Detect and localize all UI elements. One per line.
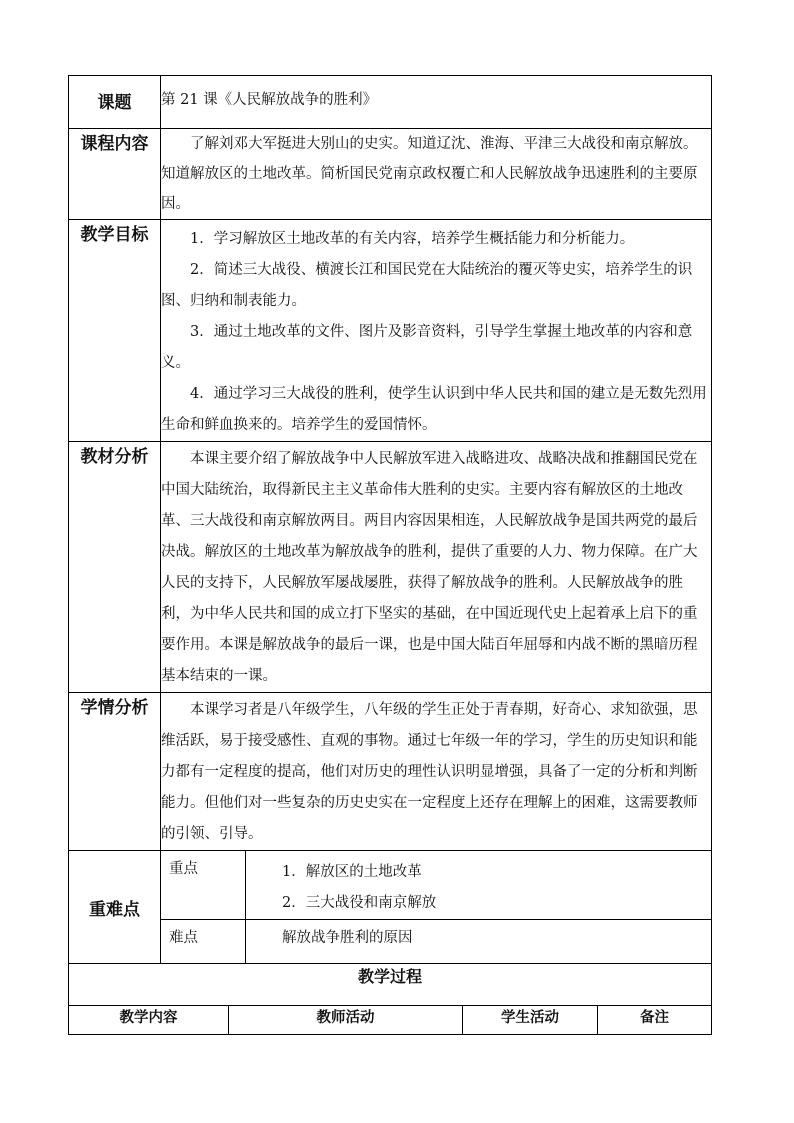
focus-label: 重点 — [161, 851, 246, 920]
key-points-label: 重难点 — [69, 851, 161, 964]
lesson-title: 第 21 课《人民解放战争的胜利》 — [161, 76, 712, 129]
lesson-plan-table — [68, 75, 712, 1035]
goal-item-1: 1．学习解放区土地改革的有关内容，培养学生概括能力和分析能力。 — [190, 231, 635, 247]
focus-item-1: 1．解放区的土地改革 — [282, 864, 422, 880]
difficulty-label: 难点 — [161, 920, 246, 964]
process-title: 教学过程 — [69, 964, 712, 1006]
row-lesson-title — [69, 76, 712, 129]
goals-label: 教学目标 — [69, 220, 161, 442]
row-material-analysis — [69, 442, 712, 693]
material-text: 本课主要介绍了解放战争中人民解放军进入战略进攻、战略决战和推翻国民党在中国大陆统治，取得新民主主义革命伟大胜利的史实。主要内容有解放区的土地改革、三大战役和南京解放两目。两目内容因果相连，人民解放战争是国共两党的最后决战。解放区的土地改革为解放战争的胜利，提供了重要的人力、物力保障。在广大人民的支持下，人民解放军屡战屡胜，获得了解放战争的胜利。人民解放战争的胜利，为中华人民共和国的成立打下坚实的基础，在中国近现代史上起着承上启下的重要作用。本课是解放战争的最后一课，也是中国大陆百年屈辱和内战不断的黑暗历程基本结束的一课。 — [161, 451, 698, 684]
col-header-notes: 备注 — [598, 1006, 712, 1035]
students-text: 本课学习者是八年级学生，八年级的学生正处于青春期，好奇心、求知欲强，思维活跃，易于接受感性、直观的事物。通过七年级一年的学习，学生的历史知识和能力都有一定程度的提高，他们对历史的理性认识明显增强，具备了一定的分析和判断能力。但他们对一些复杂的历史史实在一定程度上还存在理解上的困难，这需要教师的引领、引导。 — [161, 702, 698, 842]
col-header-student: 学生活动 — [463, 1006, 598, 1035]
col-header-content: 教学内容 — [69, 1006, 229, 1035]
lesson-label: 课题 — [69, 76, 161, 129]
row-process-headers — [69, 1006, 712, 1035]
row-process-title — [69, 964, 712, 1006]
goal-item-4: 4．通过学习三大战役的胜利，使学生认识到中华人民共和国的建立是无数先烈用生命和鲜血换来的。培养学生的爱国情怀。 — [161, 386, 707, 433]
material-label: 教材分析 — [69, 442, 161, 693]
goal-item-2: 2．简述三大战役、横渡长江和国民党在大陆统治的覆灭等史实，培养学生的识图、归纳和制表能力。 — [161, 262, 693, 309]
focus-item-2: 2．三大战役和南京解放 — [282, 895, 437, 911]
students-label: 学情分析 — [69, 693, 161, 851]
difficulty-text: 解放战争胜利的原因 — [246, 920, 712, 964]
row-teaching-goals — [69, 220, 712, 442]
row-key-points-focus — [69, 851, 712, 920]
row-key-points-difficulty — [69, 920, 712, 964]
col-header-teacher: 教师活动 — [229, 1006, 463, 1035]
goal-item-3: 3．通过土地改革的文件、图片及影音资料，引导学生掌握土地改革的内容和意义。 — [161, 324, 693, 371]
row-course-content — [69, 129, 712, 220]
content-label: 课程内容 — [69, 129, 161, 220]
row-student-analysis — [69, 693, 712, 851]
content-text: 了解刘邓大军挺进大别山的史实。知道辽沈、淮海、平津三大战役和南京解放。知道解放区的土地改革。简析国民党南京政权覆亡和人民解放战争迅速胜利的主要原因。 — [161, 136, 698, 212]
